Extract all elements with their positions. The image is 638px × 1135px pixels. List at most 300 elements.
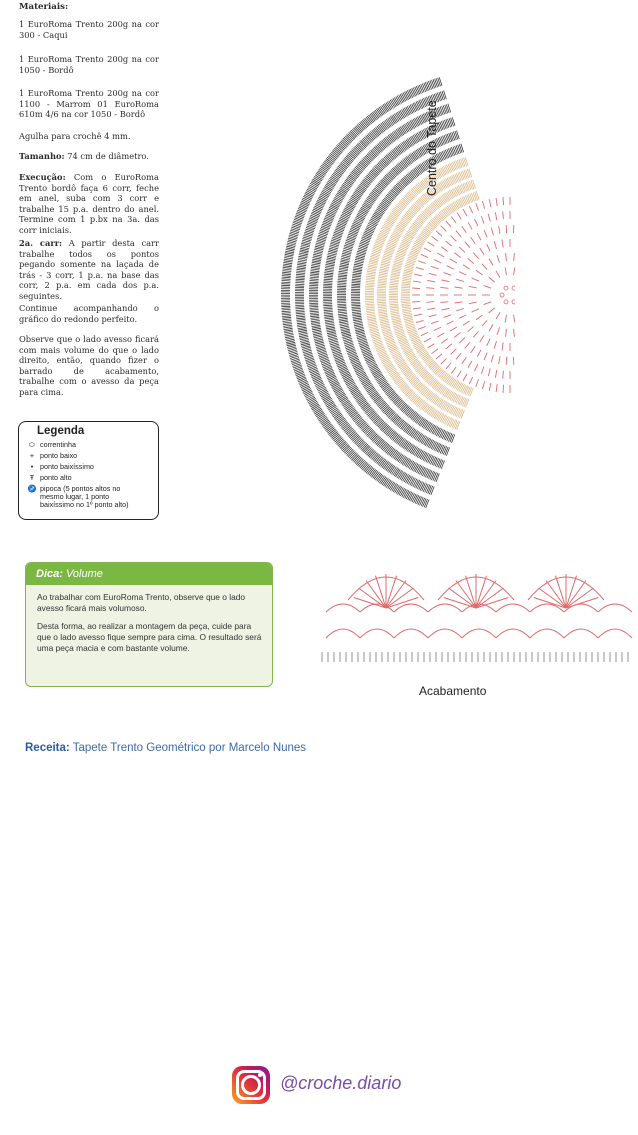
- stitch-mark: [323, 365, 331, 368]
- stitch-mark: [402, 308, 411, 309]
- round2-label: 2a. carr:: [19, 238, 63, 248]
- stitch-mark: [301, 201, 309, 205]
- stitch-mark: [311, 269, 320, 270]
- stitch-mark: [363, 236, 371, 239]
- chain-arch: [530, 629, 564, 638]
- instagram-icon[interactable]: [232, 1066, 270, 1104]
- stitch-mark: [421, 100, 425, 108]
- stitch-mark: [314, 208, 322, 212]
- stitch-mark: [387, 342, 395, 345]
- chain-arch: [428, 629, 462, 638]
- stitch-mark: [378, 277, 387, 278]
- stitch-mark: [482, 381, 484, 389]
- stitch-mark: [452, 420, 456, 428]
- single-crochet-icon: +: [29, 451, 35, 460]
- stitch-mark: [324, 279, 333, 280]
- stitch-mark: [450, 259, 457, 263]
- chain-arch: [326, 604, 360, 612]
- stitch-mark: [295, 308, 304, 309]
- stitch-mark: [366, 281, 375, 282]
- stitch-mark: [390, 278, 399, 279]
- stitch-mark: [410, 251, 418, 255]
- stitch-mark: [467, 195, 471, 203]
- stitch-mark: [390, 312, 399, 313]
- stitch-mark: [352, 313, 361, 314]
- stitch-mark: [379, 274, 388, 276]
- stitch-mark: [311, 373, 319, 376]
- stitch-mark: [428, 471, 432, 479]
- stitch-mark: [466, 182, 469, 190]
- stitch-mark: [338, 312, 347, 313]
- stitch-mark: [440, 122, 443, 130]
- stitch-mark: [295, 284, 304, 285]
- stitch-mark: [444, 315, 452, 318]
- chain-mark: [512, 286, 515, 290]
- stitch-mark: [441, 136, 445, 144]
- stitch-mark: [325, 319, 334, 320]
- stitch-mark: [439, 444, 443, 452]
- stitch-mark: [339, 320, 348, 321]
- stitch-mark: [412, 288, 420, 289]
- stitch-mark: [380, 319, 389, 321]
- stitch-mark: [301, 384, 309, 388]
- stitch-mark: [429, 315, 437, 317]
- stitch-mark: [410, 252, 418, 256]
- legend-item: ⬭ correntinha: [26, 441, 76, 449]
- stitch-mark: [416, 267, 424, 269]
- stitch-mark: [456, 173, 460, 181]
- stitch-mark: [428, 81, 431, 90]
- stitch-mark: [447, 149, 451, 157]
- stitch-mark: [298, 258, 307, 260]
- stitch-mark: [424, 499, 427, 507]
- stitch-mark: [337, 285, 346, 286]
- stitch-mark: [378, 281, 387, 282]
- stitch-mark: [458, 409, 462, 417]
- stitch-mark: [322, 224, 330, 227]
- stitch-mark: [349, 355, 357, 358]
- stitch-mark: [514, 315, 515, 323]
- stitch-mark: [391, 276, 400, 278]
- stitch-mark: [353, 223, 361, 227]
- stitch-mark: [297, 268, 306, 269]
- stitch-mark: [283, 320, 292, 321]
- chain-arch: [496, 604, 530, 612]
- stitch-mark: [311, 319, 320, 320]
- stitch-mark: [350, 358, 358, 362]
- stitch-mark: [458, 173, 462, 181]
- stitch-mark: [324, 312, 333, 313]
- stitch-mark: [467, 387, 471, 395]
- stitch-mark: [284, 333, 293, 335]
- stitch-mark: [379, 318, 388, 320]
- stitch-mark: [398, 338, 406, 341]
- stitch-mark: [497, 327, 500, 335]
- stitch-mark: [450, 327, 457, 331]
- stitch-mark: [421, 84, 425, 92]
- stitch-mark: [340, 323, 349, 325]
- stitch-mark: [450, 419, 454, 427]
- stitch-mark: [351, 304, 360, 305]
- stitch-mark: [323, 284, 332, 285]
- stitch-mark: [338, 314, 347, 315]
- stitch-mark: [475, 219, 478, 226]
- stitch-mark: [465, 183, 468, 191]
- chain-stitch-icon: ⬭: [28, 440, 36, 449]
- stitch-mark: [481, 216, 484, 224]
- stitch-mark: [388, 243, 396, 247]
- stitch-mark: [324, 220, 332, 223]
- stitch-mark: [284, 331, 293, 333]
- stitch-mark: [298, 329, 307, 331]
- stitch-mark: [414, 274, 422, 276]
- stitch-mark: [402, 305, 411, 306]
- stitch-mark: [310, 215, 318, 218]
- stitch-mark: [310, 217, 318, 220]
- stitch-mark: [376, 239, 384, 243]
- legend-box: [18, 421, 159, 520]
- stitch-mark: [352, 308, 361, 309]
- stitch-mark: [310, 280, 319, 281]
- stitch-mark: [432, 236, 439, 241]
- stitch-mark: [451, 147, 454, 155]
- stitch-mark: [457, 160, 460, 168]
- stitch-mark: [336, 359, 344, 362]
- stitch-mark: [473, 331, 478, 337]
- stitch-mark: [364, 232, 372, 236]
- stitch-mark: [419, 85, 423, 93]
- shell-stitch: [476, 576, 487, 608]
- chain-arch: [598, 604, 632, 612]
- stitch-mark: [432, 349, 439, 354]
- materials-heading: Materiais:: [19, 2, 69, 12]
- stitch-mark: [335, 229, 343, 232]
- stitch-mark: [311, 214, 319, 217]
- stitch-mark: [430, 81, 433, 89]
- stitch-mark: [285, 253, 294, 255]
- stitch-mark: [352, 361, 360, 365]
- stitch-mark: [296, 279, 305, 280]
- stitch-mark: [351, 286, 360, 287]
- stitch-mark: [377, 304, 386, 305]
- stitch-mark: [349, 233, 357, 236]
- stitch-mark: [465, 196, 469, 204]
- stitch-mark: [284, 328, 293, 329]
- stitch-mark: [442, 308, 450, 310]
- recipe-credit: [25, 742, 306, 754]
- stitch-mark: [296, 315, 305, 316]
- stitch-mark: [456, 161, 459, 169]
- stitch-mark: [445, 150, 449, 158]
- stitch-mark: [475, 364, 478, 371]
- stitch-mark: [361, 348, 369, 351]
- stitch-mark: [338, 315, 347, 316]
- stitch-mark: [456, 309, 464, 311]
- stitch-mark: [401, 344, 409, 348]
- stitch-mark: [335, 358, 344, 361]
- stitch-mark: [497, 255, 500, 263]
- stitch-mark: [402, 310, 411, 311]
- stitch-mark: [402, 280, 411, 281]
- stitch-mark: [368, 268, 377, 270]
- stitch-mark: [391, 314, 400, 316]
- stitch-mark: [379, 316, 388, 318]
- stitch-mark: [426, 500, 429, 508]
- stitch-mark: [300, 204, 308, 208]
- stitch-mark: [401, 286, 410, 287]
- stitch-mark: [453, 162, 457, 170]
- stitch-mark: [443, 121, 446, 129]
- stitch-mark: [311, 271, 320, 272]
- stitch-mark: [337, 223, 345, 226]
- stitch-mark: [326, 327, 335, 329]
- stitch-mark: [463, 265, 470, 269]
- stitch-mark: [446, 134, 449, 142]
- stitch-mark: [366, 310, 375, 311]
- stitch-mark: [352, 279, 361, 280]
- stitch-mark: [340, 265, 349, 267]
- stitch-mark: [482, 264, 487, 270]
- stitch-mark: [476, 315, 483, 320]
- stitch-mark: [484, 353, 487, 360]
- stitch-mark: [282, 314, 291, 315]
- stitch-mark: [448, 148, 452, 156]
- stitch-mark: [363, 234, 371, 238]
- stitch-mark: [494, 241, 496, 249]
- stitch-mark: [389, 286, 398, 287]
- stitch-mark: [312, 376, 320, 380]
- stitch-mark: [365, 304, 374, 305]
- stitch-mark: [469, 286, 477, 288]
- stitch-mark: [503, 197, 504, 205]
- stitch-mark: [398, 248, 406, 251]
- stitch-mark: [457, 421, 460, 429]
- stitch-mark: [444, 431, 448, 439]
- stitch-mark: [454, 161, 458, 169]
- stitch-mark: [366, 278, 375, 279]
- stitch-mark: [514, 329, 515, 337]
- stitch-mark: [403, 274, 412, 276]
- stitch-mark: [472, 309, 479, 312]
- stitch-mark: [339, 318, 348, 319]
- stitch-mark: [451, 163, 455, 171]
- stitch-mark: [323, 283, 332, 284]
- chain-mark: [504, 300, 508, 304]
- stitch-mark: [336, 361, 344, 364]
- stitch-mark: [365, 285, 374, 286]
- stitch-mark: [428, 344, 435, 348]
- stitch-mark: [339, 268, 348, 269]
- legend-item: + ponto baixo: [26, 452, 77, 460]
- stitch-mark: [297, 323, 306, 324]
- stitch-mark: [389, 240, 397, 244]
- stitch-mark: [324, 273, 333, 274]
- execution-value: Com o EuroRoma Trento bordô faça 6 corr, feche em anel, suba com 3 corr e trabalhe 15 p.a. dentro do anel. Termine com 1 p.bx na 3a. das corr iniciais.: [19, 172, 159, 235]
- stitch-mark: [476, 270, 483, 275]
- stitch-mark: [461, 397, 465, 405]
- stitch-mark: [435, 458, 439, 466]
- shell-stitch: [566, 576, 577, 608]
- stitch-mark: [325, 318, 334, 319]
- social-handle[interactable]: @croche.diario: [280, 1073, 402, 1093]
- stitch-mark: [398, 336, 406, 339]
- stitch-mark: [310, 279, 319, 280]
- stitch-mark: [431, 472, 435, 480]
- stitch-mark: [466, 399, 469, 407]
- stitch-mark: [353, 271, 362, 272]
- stitch-mark: [339, 271, 348, 272]
- stitch-mark: [325, 371, 333, 375]
- stitch-mark: [401, 302, 410, 303]
- stitch-mark: [468, 222, 472, 229]
- stitch-mark: [441, 339, 448, 344]
- stitch-mark: [449, 133, 452, 142]
- stitch-mark: [435, 473, 438, 481]
- stitch-mark: [296, 374, 304, 377]
- tip-body: [26, 585, 272, 654]
- stitch-mark: [284, 261, 293, 262]
- stitch-mark: [352, 307, 361, 308]
- popcorn-stitch-icon: ♐: [27, 484, 37, 493]
- stitch-mark: [440, 302, 448, 303]
- stitch-mark: [312, 259, 321, 261]
- stitch-mark: [325, 268, 334, 269]
- stitch-mark: [322, 363, 330, 366]
- stitch-mark: [446, 363, 451, 369]
- stitch-mark: [423, 498, 427, 506]
- stitch-mark: [326, 260, 335, 262]
- chain-arch: [598, 629, 632, 638]
- stitch-mark: [427, 308, 435, 309]
- stitch-mark: [351, 226, 359, 230]
- stitch-mark: [365, 303, 374, 304]
- stitch-mark: [454, 420, 458, 428]
- stitch-mark: [310, 314, 319, 315]
- crochet-round-chart: [215, 50, 515, 550]
- stitch-mark: [390, 279, 399, 280]
- stitch-mark: [450, 434, 453, 442]
- chart-center-marks: [500, 286, 515, 304]
- stitch-mark: [473, 253, 478, 259]
- stitch-mark: [282, 272, 291, 273]
- stitch-mark: [421, 498, 425, 506]
- stitch-mark: [436, 474, 439, 482]
- stitch-mark: [338, 278, 347, 279]
- stitch-mark: [297, 324, 306, 325]
- stitch-mark: [296, 276, 305, 277]
- stitch-mark: [389, 301, 398, 302]
- stitch-mark: [284, 256, 293, 258]
- stitch-mark: [309, 282, 318, 283]
- stitch-mark: [336, 228, 344, 231]
- shell-stitch: [354, 598, 386, 609]
- stitch-mark: [312, 261, 321, 263]
- stitch-mark: [323, 286, 332, 287]
- size-label: Tamanho:: [19, 151, 65, 161]
- stitch-mark: [399, 339, 407, 343]
- stitch-mark: [365, 286, 374, 287]
- stitch-mark: [463, 209, 467, 216]
- stitch-mark: [352, 281, 361, 282]
- stitch-mark: [489, 277, 495, 282]
- stitch-mark: [302, 200, 310, 204]
- stitch-mark: [423, 484, 427, 492]
- stitch-mark: [348, 352, 356, 355]
- stitch-mark: [283, 269, 292, 270]
- stitch-mark: [459, 247, 465, 253]
- stitch-mark: [455, 287, 463, 288]
- stitch-mark: [431, 266, 439, 269]
- stitch-mark: [324, 310, 333, 311]
- stitch-mark: [447, 433, 451, 441]
- size-value: 74 cm de diâmetro.: [67, 151, 149, 161]
- stitch-mark: [459, 315, 466, 318]
- stitch-mark: [376, 241, 384, 244]
- stitch-mark: [377, 350, 385, 354]
- stitch-mark: [282, 274, 291, 275]
- stitch-mark: [408, 331, 416, 334]
- stitch-mark: [468, 258, 474, 263]
- stitch-mark: [471, 346, 476, 353]
- stitch-mark: [327, 373, 335, 377]
- stitch-mark: [353, 318, 362, 319]
- stitch-mark: [484, 230, 487, 237]
- stitch-mark: [366, 307, 375, 308]
- stitch-mark: [436, 231, 442, 236]
- stitch-mark: [459, 159, 462, 167]
- stitch-mark: [376, 347, 384, 351]
- stitch-mark: [311, 322, 320, 323]
- stitch-mark: [425, 82, 428, 90]
- stitch-mark: [496, 384, 497, 392]
- stitch-mark: [310, 313, 319, 314]
- stitch-mark: [460, 410, 463, 418]
- stitch-mark: [352, 310, 361, 311]
- observe-text: Observe que o lado avesso ficará com mais volume do que o lado direito, então, quando fizer o barrado de acabamento, trabalhe com o avesso da peça para cima.: [19, 334, 159, 397]
- stitch-mark: [488, 368, 490, 376]
- stitch-mark: [310, 308, 319, 309]
- stitch-mark: [366, 306, 375, 307]
- stitch-mark: [297, 321, 306, 322]
- stitch-mark: [502, 240, 503, 248]
- stitch-mark: [366, 314, 375, 315]
- stitch-mark: [309, 306, 318, 307]
- stitch-mark: [310, 310, 319, 311]
- stitch-mark: [309, 218, 317, 221]
- stitch-mark: [456, 353, 461, 359]
- stitch-mark: [495, 370, 496, 378]
- stitch-mark: [367, 315, 376, 316]
- stitch-mark: [409, 333, 417, 336]
- stitch-mark: [378, 234, 386, 238]
- stitch-mark: [441, 121, 444, 129]
- stitch-mark: [375, 344, 383, 347]
- stitch-mark: [297, 263, 306, 264]
- stitch-mark: [296, 313, 305, 314]
- stitch-mark: [378, 276, 387, 277]
- stitch-mark: [339, 270, 348, 271]
- stitch-mark: [323, 221, 331, 224]
- stitch-mark: [442, 446, 446, 454]
- stitch-mark: [461, 410, 464, 418]
- stitch-mark: [338, 281, 347, 282]
- stitch-mark: [428, 242, 435, 246]
- stitch-mark: [456, 279, 464, 281]
- material-item: 1 EuroRoma Trento 200g na cor 1050 - Bordô: [19, 54, 159, 75]
- stitch-mark: [437, 333, 444, 337]
- stitch-mark: [351, 305, 360, 306]
- tip-title: Volume: [65, 568, 103, 580]
